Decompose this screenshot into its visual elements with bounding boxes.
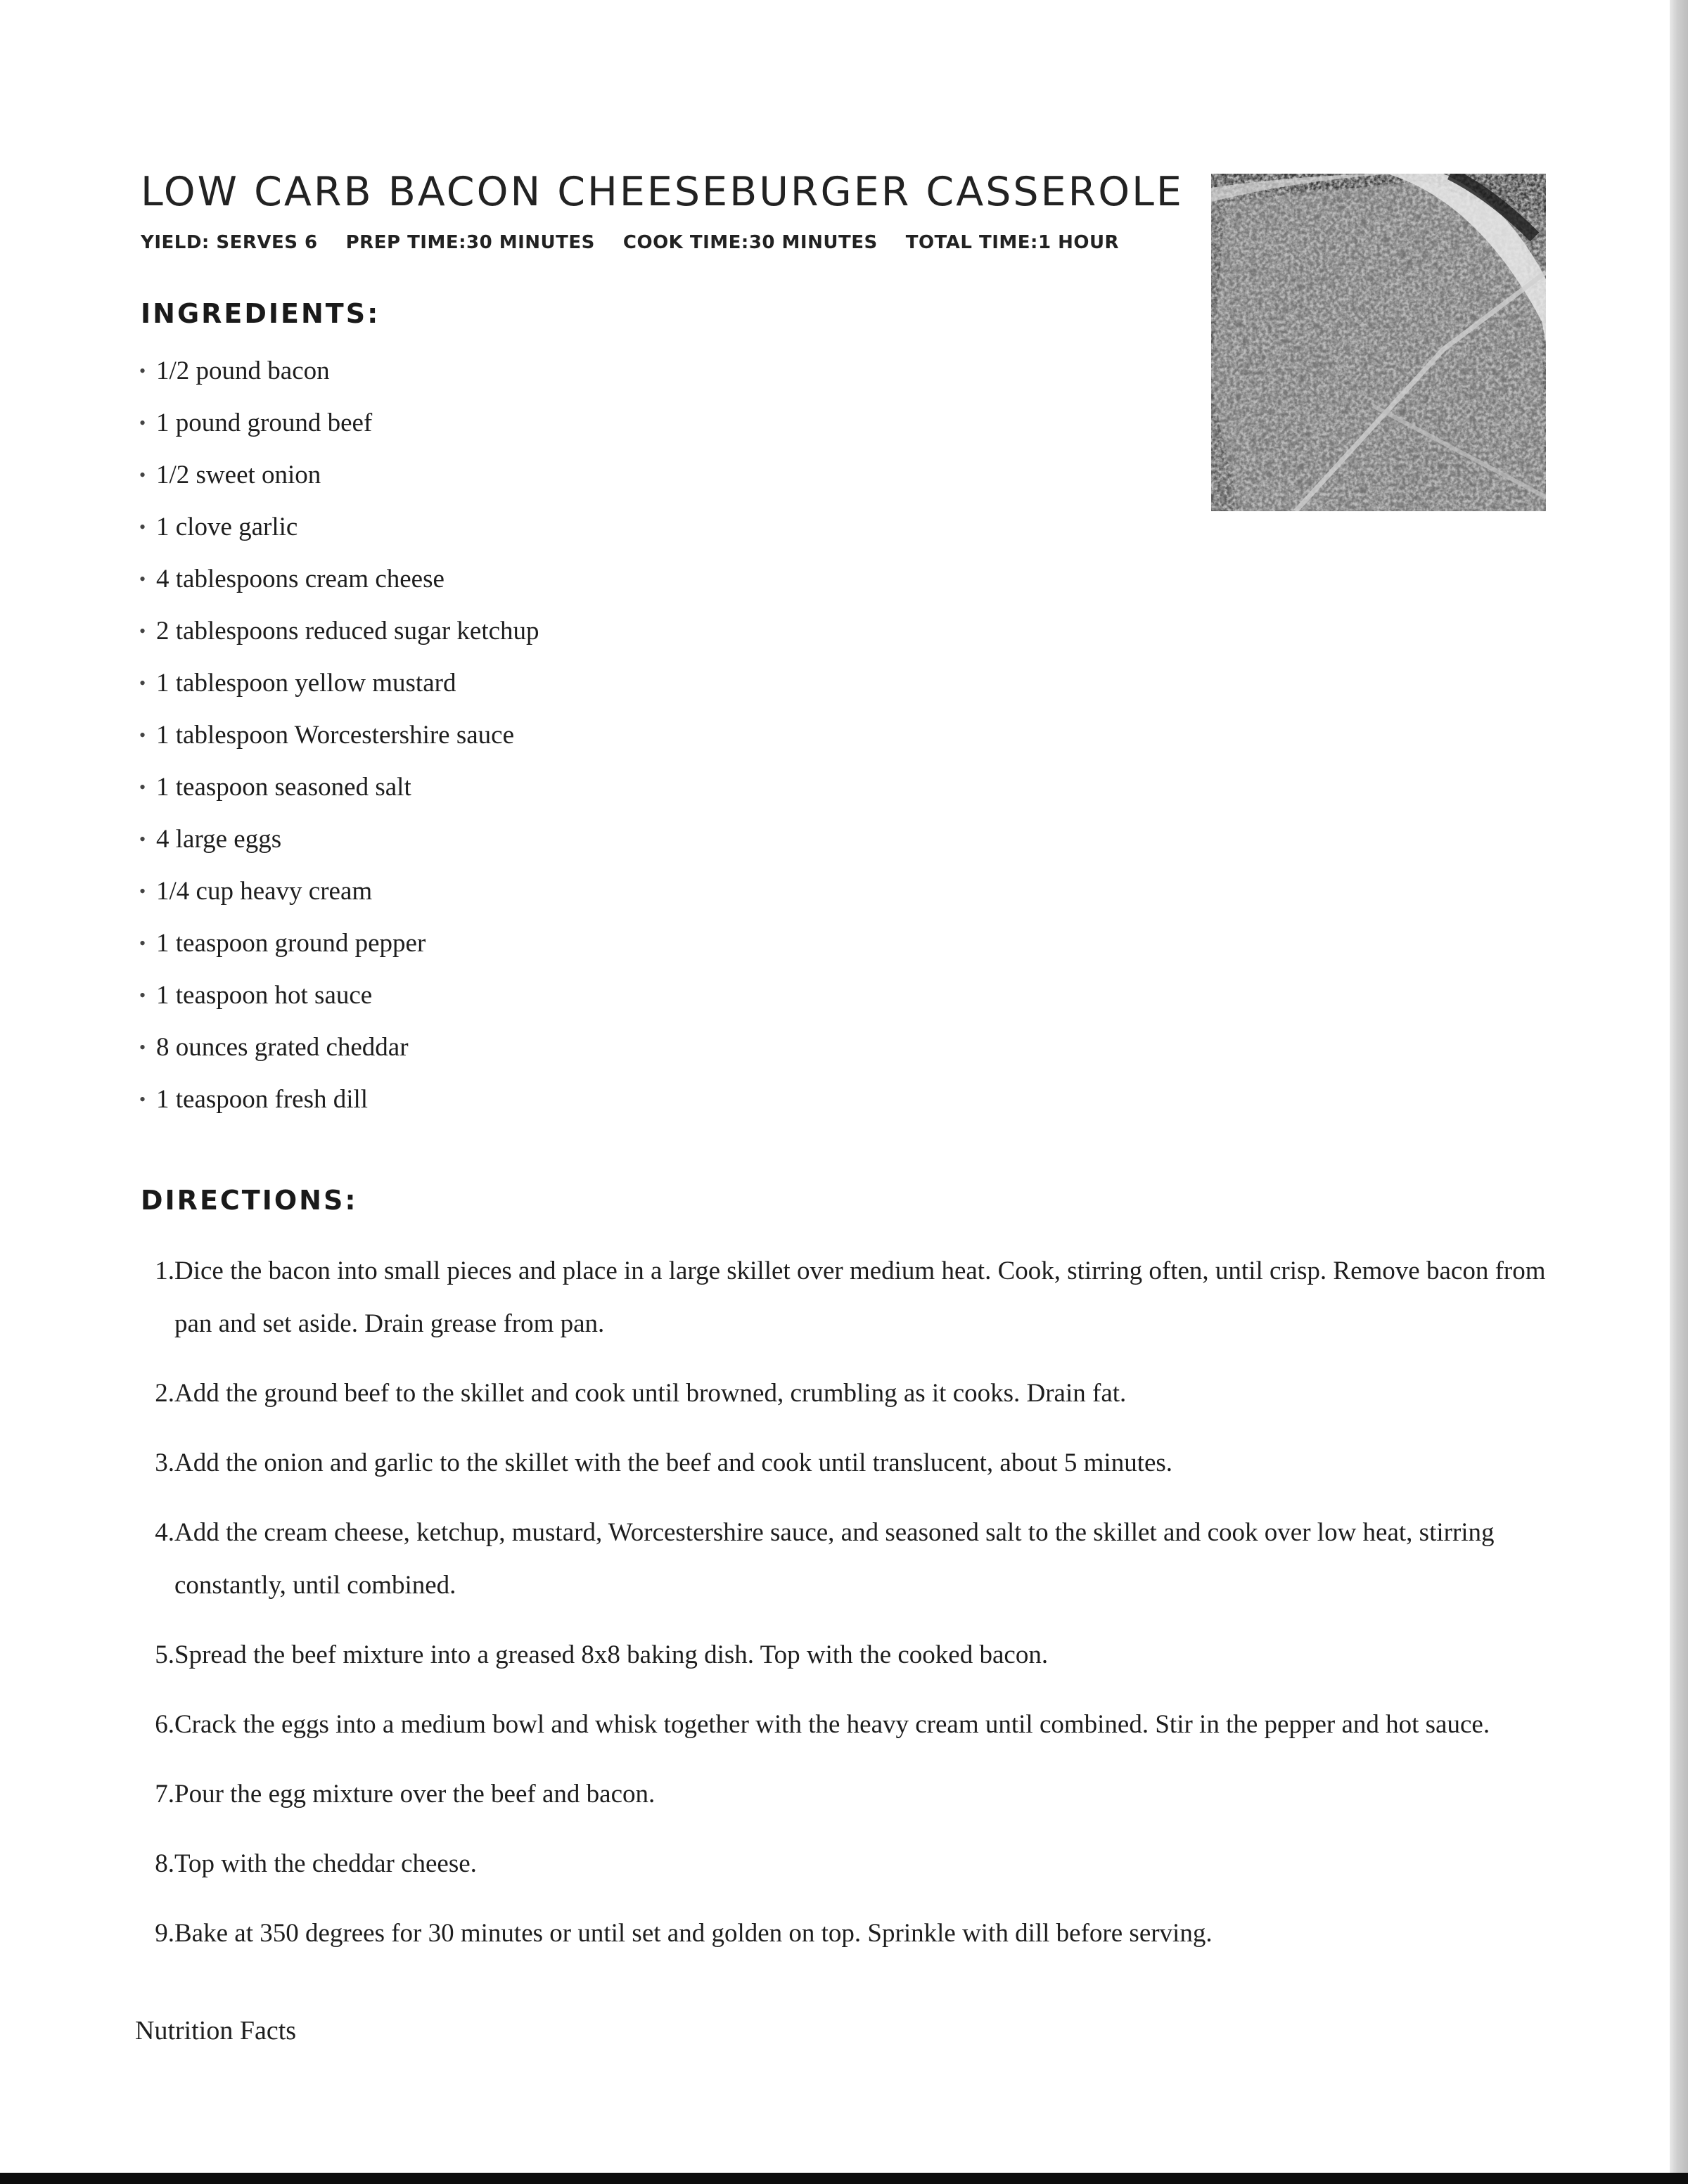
bullet-icon: •	[139, 1089, 146, 1110]
ingredient-item	[139, 826, 539, 852]
direction-step	[141, 1837, 1554, 1890]
step-number: 9.	[155, 1919, 174, 1948]
yield-label: YIELD: SERVES 6	[141, 232, 318, 253]
step-number: 2.	[155, 1379, 174, 1408]
ingredient-text: 1/2 sweet onion	[156, 461, 321, 489]
bullet-icon: •	[139, 673, 146, 693]
bullet-icon: •	[139, 361, 146, 381]
ingredient-text: 1 pound ground beef	[156, 409, 373, 437]
direction-step	[141, 1367, 1554, 1420]
direction-step	[141, 1506, 1554, 1612]
ingredient-text: 1/4 cup heavy cream	[156, 877, 373, 906]
casserole-photo-image	[1211, 174, 1546, 511]
direction-step	[141, 1629, 1554, 1681]
ingredient-text: 1 tablespoon yellow mustard	[156, 669, 456, 698]
bullet-icon: •	[139, 465, 146, 485]
bullet-icon: •	[139, 569, 146, 589]
ingredient-text: 1 clove garlic	[156, 513, 298, 541]
direction-step	[141, 1437, 1554, 1489]
direction-step	[141, 1698, 1554, 1751]
nutrition-facts-label: Nutrition Facts	[135, 2016, 297, 2045]
recipe-meta	[141, 232, 1119, 253]
ingredient-text: 1 teaspoon ground pepper	[156, 929, 426, 958]
step-number: 3.	[155, 1448, 174, 1477]
step-text: Add the ground beef to the skillet and cook until browned, crumbling as it cooks. Drain fat.	[174, 1379, 1127, 1408]
ingredient-item	[139, 930, 539, 956]
ingredient-item	[139, 774, 539, 800]
step-text: Bake at 350 degrees for 30 minutes or until set and golden on top. Sprinkle with dill before serving.	[174, 1919, 1213, 1948]
total-time-label: TOTAL TIME:1 HOUR	[905, 232, 1120, 253]
bullet-icon: •	[139, 881, 146, 901]
ingredient-item	[139, 878, 539, 904]
casserole-photo	[1211, 174, 1546, 511]
bullet-icon: •	[139, 933, 146, 953]
ingredient-text: 1/2 pound bacon	[156, 356, 330, 385]
directions-heading: DIRECTIONS:	[141, 1185, 358, 1216]
bullet-icon: •	[139, 517, 146, 537]
ingredients-heading: INGREDIENTS:	[141, 298, 381, 329]
bullet-icon: •	[139, 621, 146, 641]
step-text: Add the cream cheese, ketchup, mustard, Worcestershire sauce, and seasoned salt to the skillet and cook over low heat, stirring constantly, until combined.	[174, 1518, 1495, 1600]
cook-time-label: COOK TIME:30 MINUTES	[622, 232, 878, 253]
ingredient-item	[139, 722, 539, 748]
ingredient-text: 1 teaspoon seasoned salt	[156, 773, 411, 802]
ingredient-text: 1 teaspoon fresh dill	[156, 1085, 369, 1114]
ingredient-item	[139, 514, 539, 540]
bullet-icon: •	[139, 725, 146, 745]
ingredient-item	[139, 462, 539, 488]
step-text: Dice the bacon into small pieces and place in a large skillet over medium heat. Cook, stirring often, until crisp. Remove bacon from pan and set aside. Drain grease from pan.	[174, 1257, 1546, 1338]
ingredient-item	[139, 410, 539, 436]
scan-bottom-border	[0, 2173, 1688, 2184]
bullet-icon: •	[139, 985, 146, 1006]
ingredient-text: 1 tablespoon Worcestershire sauce	[156, 721, 515, 750]
bullet-icon: •	[139, 1037, 146, 1058]
ingredient-text: 8 ounces grated cheddar	[156, 1033, 409, 1062]
ingredients-list	[139, 358, 539, 1138]
step-number: 7.	[155, 1780, 174, 1809]
ingredient-text: 4 tablespoons cream cheese	[156, 565, 445, 593]
ingredient-item	[139, 670, 539, 696]
direction-step	[141, 1245, 1554, 1350]
ingredient-item	[139, 1086, 539, 1112]
step-number: 1.	[155, 1257, 174, 1285]
bullet-icon: •	[139, 413, 146, 433]
direction-step	[141, 1768, 1554, 1820]
ingredient-item	[139, 982, 539, 1008]
ingredient-text: 4 large eggs	[156, 825, 282, 854]
prep-time-label: PREP TIME:30 MINUTES	[345, 232, 595, 253]
directions-list	[141, 1245, 1554, 1977]
ingredient-text: 2 tablespoons reduced sugar ketchup	[156, 617, 539, 645]
ingredient-item	[139, 1034, 539, 1060]
recipe-title: LOW CARB BACON CHEESEBURGER CASSEROLE	[141, 169, 1184, 215]
ingredient-item	[139, 358, 539, 384]
ingredient-item	[139, 618, 539, 644]
scan-page-edge	[1670, 0, 1688, 2184]
step-number: 4.	[155, 1518, 174, 1547]
step-number: 6.	[155, 1710, 174, 1739]
direction-step	[141, 1907, 1554, 1960]
step-text: Spread the beef mixture into a greased 8x8 baking dish. Top with the cooked bacon.	[174, 1640, 1049, 1669]
ingredient-text: 1 teaspoon hot sauce	[156, 981, 373, 1010]
bullet-icon: •	[139, 777, 146, 797]
bullet-icon: •	[139, 829, 146, 849]
step-number: 8.	[155, 1849, 174, 1878]
step-text: Top with the cheddar cheese.	[174, 1849, 477, 1878]
step-text: Add the onion and garlic to the skillet with the beef and cook until translucent, about 5 minutes.	[174, 1448, 1173, 1477]
ingredient-item	[139, 566, 539, 592]
step-text: Crack the eggs into a medium bowl and whisk together with the heavy cream until combined. Stir in the pepper and hot sauce.	[174, 1710, 1490, 1739]
step-number: 5.	[155, 1640, 174, 1669]
step-text: Pour the egg mixture over the beef and bacon.	[174, 1780, 656, 1809]
